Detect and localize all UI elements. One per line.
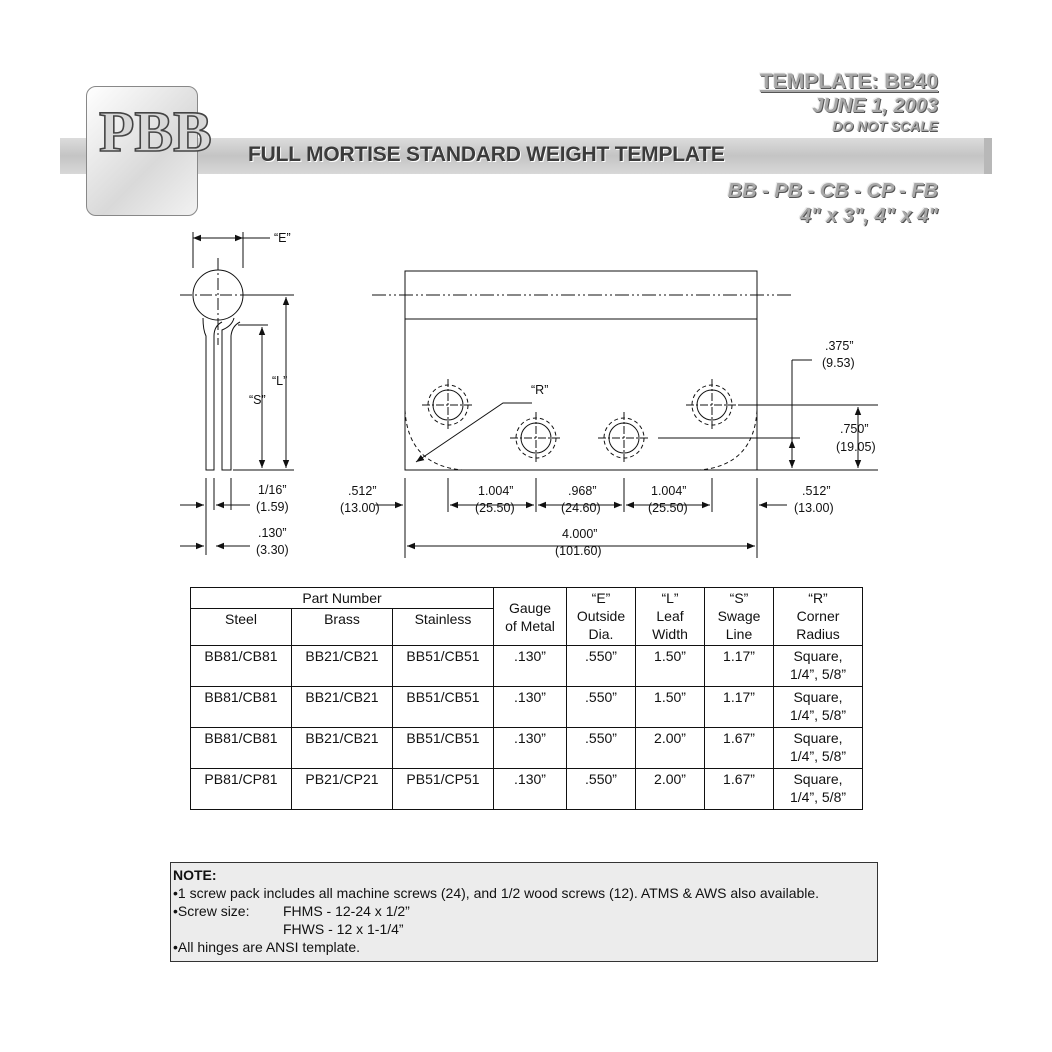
- label-d512mm-right: (13.00): [794, 501, 834, 515]
- screw-size-label: •Screw size:: [173, 903, 250, 919]
- leaf-outline: [405, 271, 757, 470]
- cell-stainless: BB51/CB51: [393, 687, 494, 728]
- note-line-fhws: [173, 920, 875, 938]
- cell-brass: BB21/CB21: [292, 687, 393, 728]
- label-d512mm-left: (13.00): [340, 501, 380, 515]
- cell-s: 1.67”: [705, 769, 774, 810]
- r-header-line1: “R”: [808, 590, 828, 606]
- cell-steel: BB81/CB81: [191, 687, 292, 728]
- cell-steel: PB81/CP81: [191, 769, 292, 810]
- table-row: [191, 769, 863, 810]
- label-d4000mm: (101.60): [555, 544, 602, 558]
- table-row: [191, 687, 863, 728]
- label-d130mm: (3.30): [256, 543, 289, 557]
- logo-letter-1: PBB: [99, 99, 212, 164]
- cell-l: 1.50”: [636, 646, 705, 687]
- screw-hole-2: [510, 412, 562, 464]
- cell-r: [774, 646, 863, 687]
- cell-brass: BB21/CB21: [292, 728, 393, 769]
- label-d375mm: (9.53): [822, 356, 855, 370]
- size-list: 4" x 3", 4" x 4": [799, 205, 938, 227]
- page-title: FULL MORTISE STANDARD WEIGHT TEMPLATE: [248, 143, 725, 166]
- e-header-line2: Outside: [576, 608, 626, 624]
- screw-hole-3: [598, 412, 650, 464]
- part-number-header: Part Number: [191, 588, 494, 609]
- cell-e: .550”: [567, 687, 636, 728]
- label-s: “S”: [249, 393, 266, 407]
- label-d512-left: .512”: [348, 484, 377, 498]
- cell-stainless: BB51/CB51: [393, 728, 494, 769]
- label-d375: .375”: [825, 339, 854, 353]
- cell-r-line1: Square,: [793, 771, 843, 787]
- s-header-line2: Swage: [717, 608, 761, 624]
- vertical-extensions: [658, 405, 878, 470]
- l-header-line3: Width: [652, 626, 688, 642]
- cell-r: [774, 687, 863, 728]
- cell-l: 1.50”: [636, 687, 705, 728]
- leaf-left: [203, 318, 222, 470]
- template-date: JUNE 1, 2003: [812, 95, 938, 117]
- s-header-line1: “S”: [729, 590, 749, 606]
- label-d1004mm-left: (25.50): [475, 501, 515, 515]
- note-line-ansi: •All hinges are ANSI template.: [173, 939, 360, 955]
- cell-brass: PB21/CP21: [292, 769, 393, 810]
- screw-hole-1: [422, 379, 474, 431]
- note-title: NOTE:: [173, 867, 217, 883]
- model-list: BB - PB - CB - CP - FB: [727, 180, 938, 202]
- cell-r-line1: Square,: [793, 689, 843, 705]
- cell-stainless: BB51/CB51: [393, 646, 494, 687]
- cell-r-line2: 1/4”, 5/8”: [789, 789, 847, 805]
- note-box: [170, 862, 878, 962]
- cell-gauge: .130”: [494, 646, 567, 687]
- cell-s: 1.67”: [705, 728, 774, 769]
- thickness-extension: [206, 478, 231, 555]
- cell-r-line2: 1/4”, 5/8”: [789, 707, 847, 723]
- label-d1004-right: 1.004”: [651, 484, 687, 498]
- cell-r-line2: 1/4”, 5/8”: [789, 666, 847, 682]
- stainless-header: Stainless: [393, 609, 494, 646]
- steel-header: Steel: [191, 609, 292, 646]
- label-d4000: 4.000”: [562, 527, 598, 541]
- cell-r-line2: 1/4”, 5/8”: [789, 748, 847, 764]
- screw-size-fhws: FHWS - 12 x 1-1/4”: [283, 921, 404, 937]
- cell-gauge: .130”: [494, 728, 567, 769]
- label-d1004mm-right: (25.50): [648, 501, 688, 515]
- template-number: TEMPLATE: BB40: [759, 70, 938, 93]
- l-header-line2: Leaf: [656, 608, 684, 624]
- r-header-line2: Corner: [796, 608, 840, 624]
- label-d116mm: (1.59): [256, 500, 289, 514]
- label-d116: 1/16”: [258, 483, 287, 497]
- label-d968mm: (24.60): [561, 501, 601, 515]
- cell-r-line1: Square,: [793, 648, 843, 664]
- cell-l: 2.00”: [636, 769, 705, 810]
- label-r: “R”: [531, 383, 549, 397]
- label-d750: .750”: [840, 422, 869, 436]
- s-header-line3: Line: [725, 626, 753, 642]
- l-header-line1: “L”: [661, 590, 679, 606]
- gauge-header: [494, 588, 567, 646]
- label-d968: .968”: [568, 484, 597, 498]
- cell-stainless: PB51/CP51: [393, 769, 494, 810]
- e-header-line3: Dia.: [588, 626, 614, 642]
- leaf-right: [222, 318, 240, 470]
- label-d130: .130”: [258, 526, 287, 540]
- l-header: [636, 588, 705, 646]
- d375-leader: [792, 360, 812, 468]
- table-row: [191, 728, 863, 769]
- cell-gauge: .130”: [494, 769, 567, 810]
- gauge-header-line2: of Metal: [505, 617, 555, 634]
- screw-size-fhms: FHMS - 12-24 x 1/2”: [283, 903, 410, 919]
- e-header: [567, 588, 636, 646]
- screw-hole-4: [686, 379, 738, 431]
- r-header: [774, 588, 863, 646]
- note-line-screw-size: [173, 902, 875, 920]
- cell-steel: BB81/CB81: [191, 646, 292, 687]
- table-row: [191, 646, 863, 687]
- label-l: “L”: [272, 374, 288, 388]
- radius-corner-right: [700, 410, 757, 470]
- cell-l: 2.00”: [636, 728, 705, 769]
- gauge-header-line1: Gauge: [508, 599, 552, 616]
- cell-e: .550”: [567, 769, 636, 810]
- label-d512-right: .512”: [802, 484, 831, 498]
- cell-gauge: .130”: [494, 687, 567, 728]
- cell-s: 1.17”: [705, 646, 774, 687]
- label-d1004-left: 1.004”: [478, 484, 514, 498]
- scale-note: DO NOT SCALE: [832, 118, 938, 134]
- cell-r-line1: Square,: [793, 730, 843, 746]
- e-header-line1: “E”: [591, 590, 611, 606]
- note-line-screw-pack: •1 screw pack includes all machine screws (24), and 1/2 wood screws (12). ATMS & AWS also available.: [173, 885, 820, 901]
- cell-brass: BB21/CB21: [292, 646, 393, 687]
- cell-s: 1.17”: [705, 687, 774, 728]
- cell-steel: BB81/CB81: [191, 728, 292, 769]
- label-e: “E”: [274, 231, 291, 245]
- cell-e: .550”: [567, 646, 636, 687]
- label-d750mm: (19.05): [836, 440, 876, 454]
- cell-r: [774, 728, 863, 769]
- cell-r: [774, 769, 863, 810]
- s-header: [705, 588, 774, 646]
- r-header-line3: Radius: [796, 626, 840, 642]
- brass-header: Brass: [292, 609, 393, 646]
- cell-e: .550”: [567, 728, 636, 769]
- spec-table: [190, 587, 863, 810]
- r-leader: [416, 403, 532, 462]
